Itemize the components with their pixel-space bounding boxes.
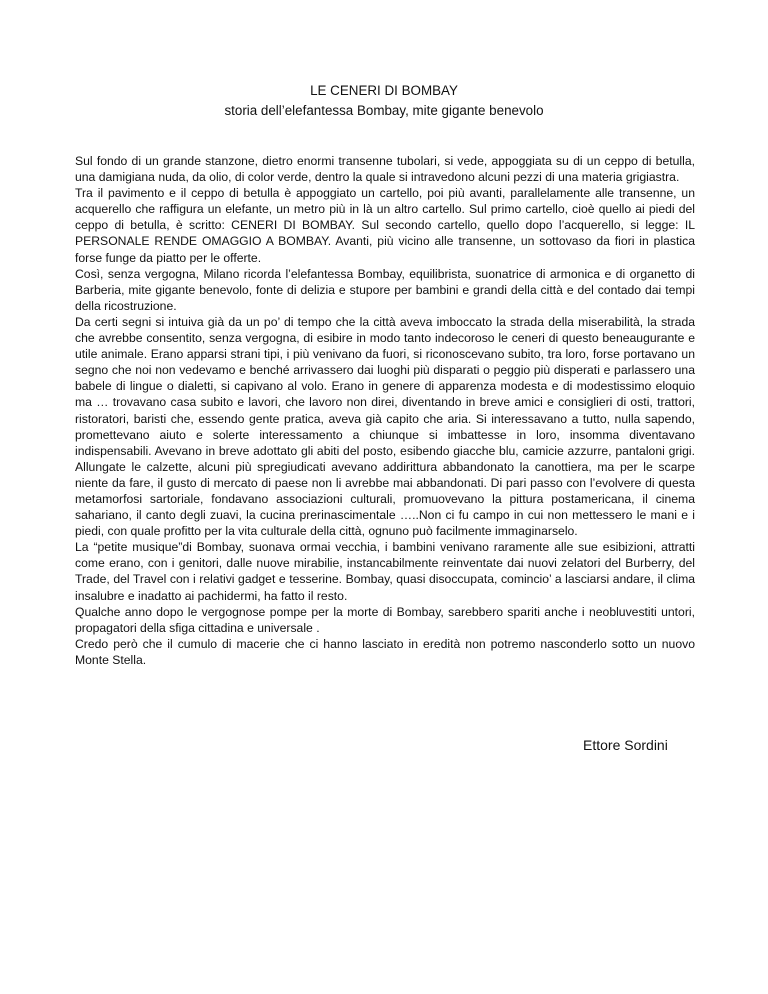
paragraph: Così, senza vergogna, Milano ricorda l’elefantessa Bombay, equilibrista, suonatrice di armonica e di organetto di Barberia, mite gigante benevolo, fonte di delizia e stupore per bambini e grandi della città e del contado dai tempi della ricostruzione. <box>75 266 695 313</box>
title-block <box>0 81 768 121</box>
paragraph: Qualche anno dopo le vergognose pompe per la morte di Bombay, sarebbero spariti anche i neobluvestiti untori, propagatori della sfiga cittadina e universale . <box>75 604 695 635</box>
paragraph: Sul fondo di un grande stanzone, dietro enormi transenne tubolari, si vede, appoggiata su di un ceppo di betulla, una damigiana nuda, da olio, di color verde, dentro la quale si intravedono alcuni pezzi di una materia grigiastra. <box>75 154 695 185</box>
paragraph: Tra il pavimento e il ceppo di betulla è appoggiato un cartello, poi più avanti, parallelamente alle transenne, un acquerello che raffigura un elefante, un metro più in là un altro cartello. Sul primo cartello, cioè quello ai piedi del ceppo di betulla, è scritto: CENERI DI BOMBAY. Sul secondo cartello, quello dopo l’acquerello, si legge: IL PERSONALE RENDE OMAGGIO A BOMBAY. Avanti, più vicino alle transenne, un sottovaso da fiori in plastica forse funge da piatto per le offerte. <box>75 186 695 265</box>
paragraph: La “petite musique”di Bombay, suonava ormai vecchia, i bambini venivano raramente alle sue esibizioni, attratti come erano, con i genitori, dalle nuove mirabilie, instancabilmente reinventate dai nuovi zelatori del Burberry, del Trade, del Travel con i relativi gadget e tesserine. Bombay, quasi disoccupata, comincio’ a lasciarsi andare, il clima insalubre e inadatto ai pachidermi, ha fatto il resto. <box>75 540 695 603</box>
paragraph: Credo però che il cumulo di macerie che ci hanno lasciato in eredità non potremo nasconderlo sotto un nuovo Monte Stella. <box>75 636 695 667</box>
paragraph: Da certi segni si intuiva già da un po’ di tempo che la città aveva imboccato la strada della miserabilità, la strada che avrebbe consentito, senza vergogna, di esibire in modo tanto indecoroso le ceneri di questo beneaugurante e utile animale. Erano apparsi strani tipi, i più venivano da fuori, si riconoscevano subito, tra loro, forse portavano un segno che noi non vedevamo e benché arrivassero dai luoghi più disparati o peggio più disperati e parlassero una babele di lingue o dialetti, si capivano al volo. Erano in genere di apparenza modesta e di modestissimo eloquio ma … trovavano casa subito e lavori, che lavoro non direi, diventando in breve amici e consiglieri di osti, trattori, ristoratori, baristi che, essendo gente pratica, aveva già capito che aria. Si interessavano a tutto, nulla sapendo, promettevano aiuto e solerte interessamento a chiunque si imbattesse in loro, insomma diventavano indispensabili. Avevano in breve adottato gli abiti del posto, esibendo giacche blu, camicie azzurre, pantaloni grigi. Allungate le calzette, alcuni più spregiudicati avevano addirittura abbandonato la canottiera, ma per le scarpe niente da fare, il gusto di mercato di paese non li avrebbe mai abbandonati. Di pari passo con l’evolvere di questa metamorfosi sartoriale, fondavano associazioni culturali, promuovevano la pittura postamericana, il cinema sahariano, il canto degli zuavi, la cucina prerinascimentale …..Non ci fu campo in cui non mettessero le mani e i piedi, con quale profitto per la vita culturale della città, ognuno può facilmente immaginarselo. <box>75 314 695 539</box>
body-text <box>75 153 695 668</box>
author-signature: Ettore Sordini <box>583 737 668 753</box>
document-subtitle: storia dell’elefantessa Bombay, mite gigante benevolo <box>224 103 544 118</box>
document-title: LE CENERI DI BOMBAY <box>310 83 458 98</box>
